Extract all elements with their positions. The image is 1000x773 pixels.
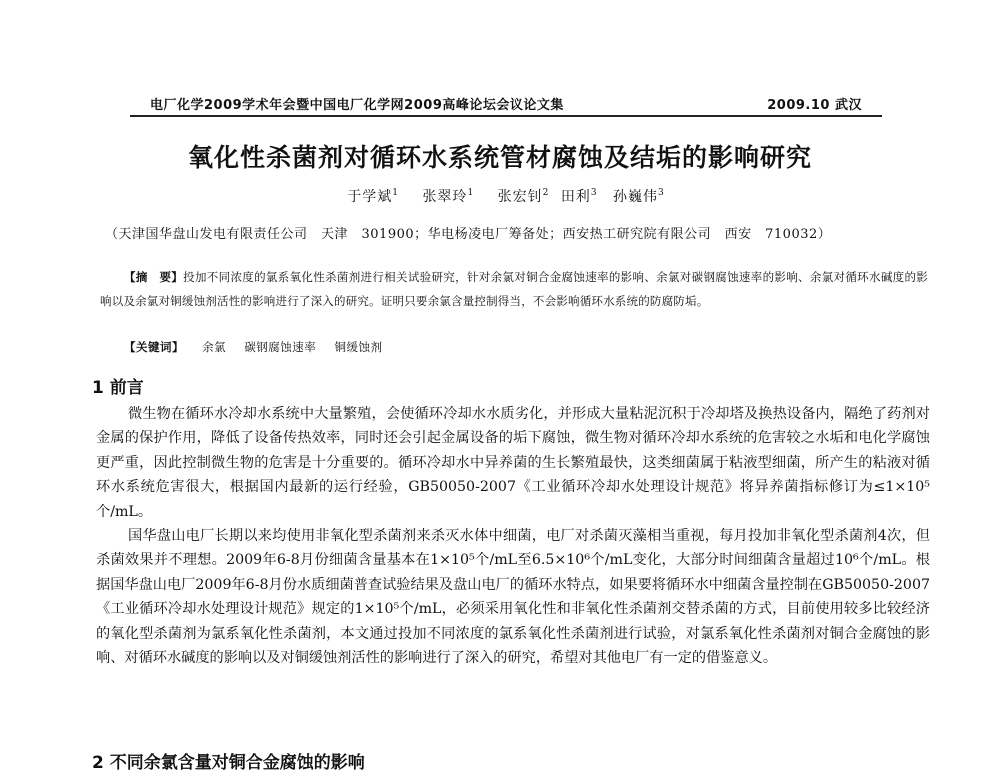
author-affiliation-mark: 3: [658, 188, 665, 199]
keywords: [124, 339, 382, 355]
paragraph: 微生物在循环水冷却水系统中大量繁殖，会使循环冷却水水质劣化，并形成大量粘泥沉积于冷却塔及换热设备内，隔绝了药剂对金属的保护作用，降低了设备传热效率，同时还会引起金属设备的垢下腐蚀，微生物对循环冷却水系统的危害较之水垢和电化学腐蚀更严重，因此控制微生物的危害是十分重要的。循环冷却水中异养菌的生长繁殖最快，这类细菌属于粘液型细菌，所产生的粘液对循环水系统危害很大，根据国内最新的运行经验，GB50050-2007《工业循环冷却水处理设计规范》将异养菌指标修订为≤1×10⁵个/mL。: [96, 406, 930, 520]
section-heading-introduction: 1 前言: [92, 378, 144, 398]
author-name: 张翠玲: [422, 189, 468, 205]
author-name: 张宏钊: [497, 189, 543, 205]
header-date-location: 2009.10 武汉: [767, 98, 862, 113]
author-affiliation-mark: 1: [392, 188, 399, 199]
keyword-item: 余氯: [202, 340, 227, 354]
abstract-label: 【摘 要】: [124, 270, 184, 284]
paper-title: 氧化性杀菌剂对循环水系统管材腐蚀及结垢的影响研究: [187, 143, 812, 172]
affiliation-line: （天津国华盘山发电有限责任公司 天津 301900；华电杨凌电厂筹备处；西安热工研究院有限公司 西安 710032）: [105, 227, 832, 242]
keywords-label: 【关键词】: [124, 340, 184, 354]
paragraph: 国华盘山电厂长期以来均使用非氧化型杀菌剂来杀灭水体中细菌，电厂对杀菌灭藻相当重视，每月投加非氧化型杀菌剂4次，但杀菌效果并不理想。2009年6-8月份细菌含量基本在1×10⁵个/mL至6.5×10⁶个/mL变化，大部分时间细菌含量超过10⁶个/mL。根据国华盘山电厂2009年6-8月份水质细菌普查试验结果及盘山电厂的循环水特点，如果要将循环水中细菌含量控制在GB50050-2007《工业循环冷却水处理设计规范》规定的1×10⁵个/mL，必须采用氧化性和非氧化性杀菌剂交替杀菌的方式，目前使用较多比较经济的氧化型杀菌剂为氯系氧化性杀菌剂，本文通过投加不同浓度的氯系氧化性杀菌剂进行试验，对氯系氧化性杀菌剂对铜合金腐蚀的影响、对循环水碱度的影响以及对铜缓蚀剂活性的影响进行了深入的研究，希望对其他电厂有一定的借鉴意义。: [96, 528, 930, 667]
keyword-item: 碳钢腐蚀速率: [244, 340, 317, 354]
running-header: [150, 94, 862, 113]
author-affiliation-mark: 3: [590, 188, 598, 199]
section-heading-2: 2 不同余氯含量对铜合金腐蚀的影响: [92, 753, 365, 773]
author-name: 于学斌: [347, 189, 393, 205]
author-list: [0, 186, 1000, 206]
header-proceedings-title: 电厂化学2009学术年会暨中国电厂化学网2009高峰论坛会议论文集: [150, 98, 564, 113]
header-rule: [130, 115, 882, 117]
author-affiliation-mark: 2: [542, 188, 550, 199]
keyword-item: 铜缓蚀剂: [334, 340, 383, 354]
author-name: 田利: [560, 189, 591, 205]
author-affiliation-mark: 1: [467, 188, 475, 199]
abstract-text: 投加不同浓度的氯系氧化性杀菌剂进行相关试验研究，针对余氯对铜合金腐蚀速率的影响、余氯对碳钢腐蚀速率的影响、余氯对循环水碱度的影响以及余氯对铜缓蚀剂活性的影响进行了深入的研究。证明只要余氯含量控制得当，不会影响循环水系统的防腐防垢。: [100, 270, 929, 308]
introduction-body: [96, 402, 930, 670]
abstract: [100, 265, 928, 313]
author-name: 孙巍伟: [613, 189, 658, 205]
